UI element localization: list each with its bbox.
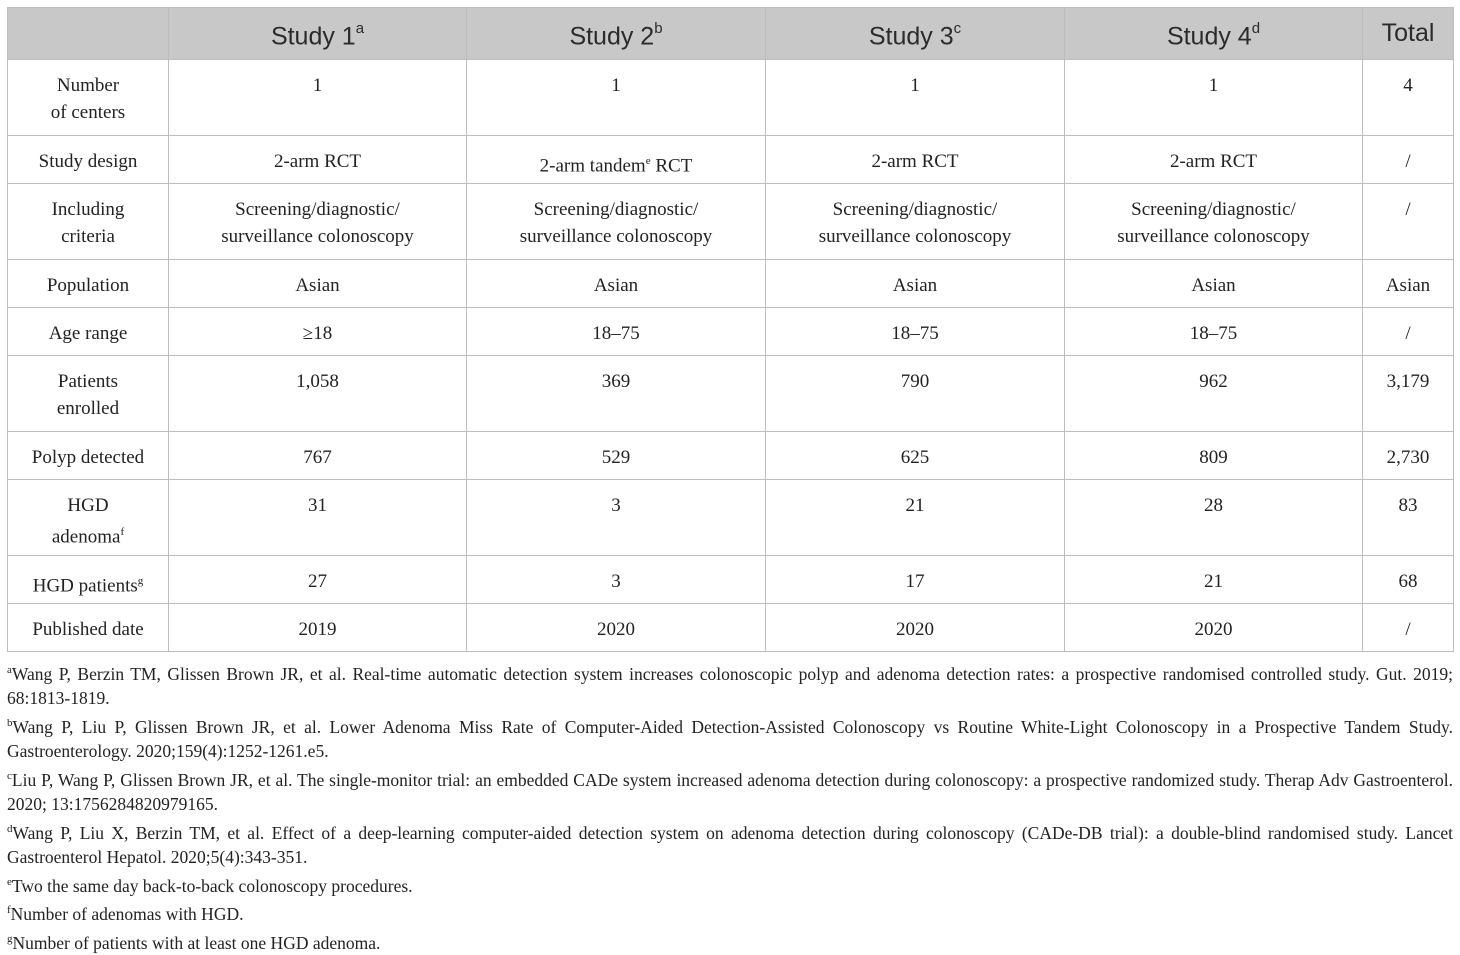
- cell-total: /: [1363, 136, 1454, 184]
- row-label: Population: [8, 260, 169, 308]
- cell: 1: [1065, 60, 1363, 136]
- cell: 2020: [467, 604, 766, 652]
- cell: 962: [1065, 356, 1363, 432]
- cell: 18–75: [766, 308, 1065, 356]
- cell: 1: [467, 60, 766, 136]
- footnote-f: $^f$Number of adenomas with HGD.: [7, 904, 244, 925]
- header-total: Total: [1363, 8, 1454, 60]
- cell: 1,058: [169, 356, 467, 432]
- row-study-design: [8, 136, 1454, 184]
- footnote-a: $^a$Wang P, Berzin TM, Glissen Brown JR, et al. Real-time automatic detection system increases colonoscopic polyp and adenoma detection rates: a prospective randomised controlled study. Gut. 2019; 68:1813-1819.: [7, 663, 1453, 709]
- cell-total: /: [1363, 184, 1454, 260]
- cell: 767: [169, 432, 467, 480]
- footnotes: [7, 658, 1453, 955]
- cell: 1: [169, 60, 467, 136]
- cell: Screening/diagnostic/ surveillance colonoscopy: [766, 184, 1065, 260]
- cell: 21: [766, 480, 1065, 556]
- cell: Screening/diagnostic/ surveillance colonoscopy: [1065, 184, 1363, 260]
- cell: 369: [467, 356, 766, 432]
- row-label: HGD patients$^g$: [8, 556, 169, 604]
- cell: 2-arm RCT: [766, 136, 1065, 184]
- cell: ≥18: [169, 308, 467, 356]
- footnote-e: $^e$Two the same day back-to-back colonoscopy procedures.: [7, 875, 413, 896]
- footnote-b: $^b$Wang P, Liu P, Glissen Brown JR, et al. Lower Adenoma Miss Rate of Computer-Aided Detection-Assisted Colonoscopy vs Routine White-Light Colonoscopy in a Prospective Tandem Study. Gastroenterology. 2020;159(4):1252-1261.e5.: [7, 716, 1453, 762]
- header-study-3: Study 3$^c$: [766, 8, 1065, 60]
- study-characteristics-table: [7, 7, 1454, 652]
- row-patients-enrolled: [8, 356, 1454, 432]
- cell: 27: [169, 556, 467, 604]
- cell: 28: [1065, 480, 1363, 556]
- header-study-1: Study 1$^a$: [169, 8, 467, 60]
- row-including-criteria: [8, 184, 1454, 260]
- cell: 2019: [169, 604, 467, 652]
- row-polyp-detected: [8, 432, 1454, 480]
- cell: 2-arm tandem$^e$ RCT: [467, 136, 766, 184]
- cell-total: 83: [1363, 480, 1454, 556]
- header-blank: [8, 8, 169, 60]
- cell: 18–75: [1065, 308, 1363, 356]
- cell-total: /: [1363, 308, 1454, 356]
- cell: Asian: [1065, 260, 1363, 308]
- footnote-d: $^d$Wang P, Liu X, Berzin TM, et al. Effect of a deep-learning computer-aided detection system on adenoma detection during colonoscopy (CADe-DB trial): a double-blind randomised study. Lancet Gastroenterol Hepatol. 2020;5(4):343-351.: [7, 822, 1453, 868]
- footnote-c: $^c$Liu P, Wang P, Glissen Brown JR, et al. The single-monitor trial: an embedded CADe system increased adenoma detection during colonoscopy: a prospective randomized study. Therap Adv Gastroenterol. 2020; 13:1756284820979165.: [7, 769, 1453, 815]
- row-population: [8, 260, 1454, 308]
- cell: 3: [467, 556, 766, 604]
- cell-total: 3,179: [1363, 356, 1454, 432]
- row-label: Published date: [8, 604, 169, 652]
- cell: 2-arm RCT: [169, 136, 467, 184]
- cell: 3: [467, 480, 766, 556]
- cell-total: 68: [1363, 556, 1454, 604]
- cell: Asian: [766, 260, 1065, 308]
- cell: Screening/diagnostic/ surveillance colonoscopy: [169, 184, 467, 260]
- header-study-4: Study 4$^d$: [1065, 8, 1363, 60]
- cell: 809: [1065, 432, 1363, 480]
- cell: Screening/diagnostic/ surveillance colonoscopy: [467, 184, 766, 260]
- cell: 2020: [766, 604, 1065, 652]
- cell: 18–75: [467, 308, 766, 356]
- header-study-2: Study 2$^b$: [467, 8, 766, 60]
- cell: Asian: [467, 260, 766, 308]
- row-label: Patients enrolled: [8, 356, 169, 432]
- row-published-date: [8, 604, 1454, 652]
- cell: 17: [766, 556, 1065, 604]
- cell-total: 2,730: [1363, 432, 1454, 480]
- row-label: HGD adenoma$^f$: [8, 480, 169, 556]
- cell: 790: [766, 356, 1065, 432]
- footnote-g: $^g$Number of patients with at least one HGD adenoma.: [7, 932, 381, 953]
- cell-total: /: [1363, 604, 1454, 652]
- cell: Asian: [169, 260, 467, 308]
- row-age-range: [8, 308, 1454, 356]
- row-label: Polyp detected: [8, 432, 169, 480]
- cell: 529: [467, 432, 766, 480]
- cell: 31: [169, 480, 467, 556]
- header-row: [8, 8, 1454, 60]
- row-label: Number of centers: [8, 60, 169, 136]
- cell-total: 4: [1363, 60, 1454, 136]
- row-hgd-adenoma: [8, 480, 1454, 556]
- row-number-of-centers: [8, 60, 1454, 136]
- row-hgd-patients: [8, 556, 1454, 604]
- cell-total: Asian: [1363, 260, 1454, 308]
- row-label: Including criteria: [8, 184, 169, 260]
- row-label: Age range: [8, 308, 169, 356]
- row-label: Study design: [8, 136, 169, 184]
- cell: 2-arm RCT: [1065, 136, 1363, 184]
- cell: 2020: [1065, 604, 1363, 652]
- cell: 21: [1065, 556, 1363, 604]
- cell: 625: [766, 432, 1065, 480]
- cell: 1: [766, 60, 1065, 136]
